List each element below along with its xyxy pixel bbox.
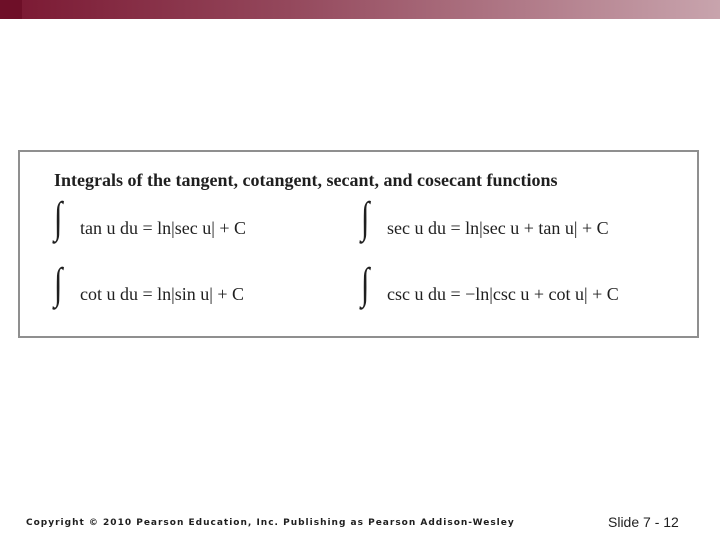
formula-expression: csc u du = −ln|csc u + cot u| + C [387,284,619,304]
formula-expression: sec u du = ln|sec u + tan u| + C [387,218,609,238]
formula-expression: tan u du = ln|sec u| + C [80,218,246,238]
slide-number: Slide 7 - 12 [608,514,679,530]
integral-sign-icon: ∫ [361,193,370,242]
header-gradient-bar [0,0,720,19]
box-heading: Integrals of the tangent, cotangent, secant, and cosecant functions [54,170,558,190]
integral-sign-icon: ∫ [54,259,63,308]
footer-copyright: Copyright © 2010 Pearson Education, Inc. Publishing as Pearson Addison-Wesley [26,518,515,528]
header-bar-accent [0,0,22,19]
formula-box [18,150,699,338]
formula-expression: cot u du = ln|sin u| + C [80,284,245,304]
integral-sign-icon: ∫ [54,193,63,242]
integral-sign-icon: ∫ [361,259,370,308]
